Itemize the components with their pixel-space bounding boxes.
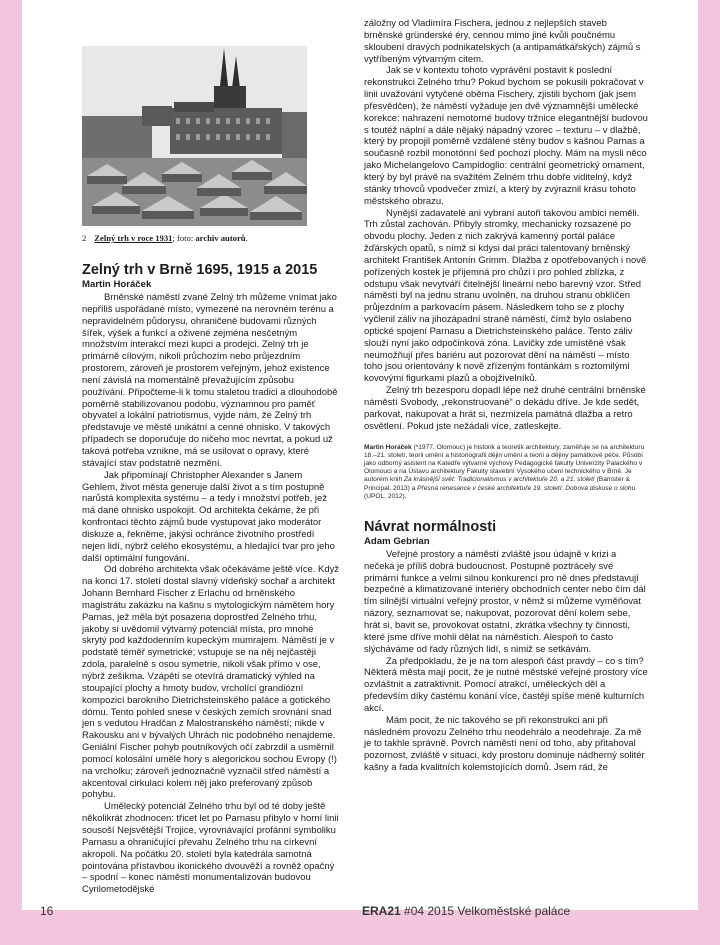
magazine-issue: [362, 904, 570, 918]
photo-caption: [82, 233, 322, 244]
bio-book-title: Za krásnější svět: Tradicionalismus v architektuře 20. a 21. století: [403, 476, 595, 484]
issue-label: #04 2015 Velkoměstské paláce: [400, 904, 571, 918]
article-1-title: Zelný trh v Brně 1695, 1915 a 2015: [82, 262, 318, 278]
market-photo: [82, 46, 307, 226]
article-2-author: Adam Gebrian: [364, 535, 430, 547]
bio-text: (Barrister & Principal, 2013) a: [364, 476, 630, 492]
bio-text: (UPOL, 2012).: [364, 492, 407, 500]
caption-end: .: [245, 233, 248, 243]
photo-illustration: [82, 46, 307, 226]
article-1-continued-paragraph: Nynější zadavatelé ani vybraní autoři takovou ambici neměli. Trh zůstal zachován. Přibyly stromky, mechanicky rozsazené po obvodu plochy. Jeden z nich zakrývá kamenný portál paláce žďárských opatů, s nímž si kdysi dal práci talentovaný brněnský architekt František Antonín Grimm. Dlažba z opotřebovaných i nově pořízených kostek je příjemná pro chůzi i pro pohled zblízka, z odstupu však nevytváří čitelnější lineární nebo barevný vzor. Střed náměstí byl na jednu stranu uvolněn, na druhou stranu obklíčen průjezdním a parkovacím pásem. Následkem toho se z plochy vyčlenil záliv na jihozápadní straně náměstí, čímž bylo oslabeno optické spojení Parnasu a Dietrichsteinského paláce. Tento záliv slouží nyní jako odpočinková zóna. Lavičky zde umístěné však neumožňují přes bariéru aut pozorovat dění na náměstí – místo toho jsou orientovány k nově zřízeným fontánkám s roztomilými kovovými figurkami plazů a obojživelníků.: [364, 207, 647, 385]
caption-separator: ; foto:: [172, 233, 196, 243]
article-1-continued-paragraph: Jak se v kontextu tohoto vyprávění postavit k poslední rekonstrukci Zelného trhu? Pokud bychom se pokusili pokračovat v linii uvažování vytyčené oběma Fischery, zjistili bychom (jak jsem přesvědčen), že náměstí vyžaduje jen dvě významnější umělecké korekce: nahrazení nemotorné budovy tržnice elegantnější budovou s toutéž náplní a dále nějaký nápadný vzorec – texturu – v dlažbě, který by propojil poměrně vzdálené stěny budov s kašnou Parnas a současně rozbil monotónní šeď pochozí plochy. Mám na mysli něco jako Michelangelovo Campidoglio: centrální geometrický ornament, který by byl právě na svažitém Zelném trhu dobře viditelný, když stánky trhovců vpodvečer zmizí, a který by zvýraznil krásu tohoto městského obrazu.: [364, 65, 648, 207]
article-2-paragraph: Mám pocit, že nic takového se při rekonstrukci ani při následném provozu Zelného trhu neodehrálo a neodehraje. Za mě je to takhle správně. Povrch náměstí není od toho, aby přitahoval pozornost, zvláště v situaci, kdy prostoru dominuje nádherný solitér kašny a řada kvalitních kolemstojících domů. Jsem rád, že: [364, 714, 645, 774]
article-1: [82, 262, 340, 896]
article-2-title: Návrat normálnosti: [364, 518, 497, 535]
article-1-paragraph: Umělecký potenciál Zelného trhu byl od té doby ještě několikrát zhodnocen: třicet let po Parnasu přibylo v horní linii sousoší Nejsvětější Trojice, vyrovnávající profánní symboliku Parnasu a ohraničující převahu Zelného trhu na církevní akropoli. Na počátku 20. století byla katedrála samotná pointována přístavbou ikonického dvouvěží a rovněž opačný – spodní – konec náměstí monumentalizován budovou Cyrilometodějské: [82, 801, 339, 896]
right-column: [364, 18, 648, 774]
article-2-paragraph: Veřejné prostory a náměstí zvláště jsou údajně v krizi a nečeká je příliš dobrá budoucnost. Postupně poztrácely své primární funkce a velmi silnou konkurencí pro ně dnes představují bezpečné a klimatizované interiéry obchodních center nebo čím dál tím silnější virtuální veřejný prostor, v němž si můžeme vyměňovat názory, seznamovat se, nakupovat, pozorovat dění kolem sebe, hrát si, bavit se, provokovat ostatní, zkrátka všechny ty činnosti, které jsme dříve mohli dělat na náměstích. Alespoň to často slýcháváme od řady různých lidí, s nimiž se setkávám.: [364, 548, 646, 655]
page-number: 16: [40, 904, 54, 918]
bio-text: (*1977, Olomouc) je historik a teoretik architektury, zaměřuje se na architekturu 18.–21. století, teorii umění a historiografii dějin umění a teorii a dějiny památkové péče. Působí jako odborný asistent na Katedře výtvarné výchovy Pedagogické fakulty Univerzity Palackého v Olomouci a na Ústavu architektury Fakulty stavební Vysokého učení technického v Brně. Je autorem knih: [364, 443, 645, 484]
magazine-name: ERA21: [362, 904, 401, 918]
author-bio: [364, 444, 648, 501]
article-2: [364, 519, 648, 774]
bio-name: Martin Horáček: [364, 443, 412, 451]
article-2-paragraph: Za předpokladu, že je na tom alespoň část pravdy – co s tím? Některá města mají pocit, že je nutné městské veřejné prostory více ozvláštnit a zatraktivnit. Pomocí atrakcí, uměleckých děl a především díky častému konání více, častěji spíše méně kulturních akcí.: [364, 655, 648, 714]
page-footer: [22, 904, 698, 922]
article-1-author: Martin Horáček: [82, 279, 152, 290]
caption-credit: archiv autorů: [195, 233, 246, 243]
article-1-continued-paragraph: Zelný trh bezesporu dopadl lépe než druhé centrální brněnské náměstí Svobody, „rekonstruované“ o dekádu dříve. Je kde sedět, parkovat, nakupovat a hrát si, nezmizela památná dlažba a retro osvětlení. Pokud jste nežádali více, zatleskejte.: [364, 385, 646, 432]
bio-book-title: Přesná renesance v české architektuře 19. století: Dobová diskuse o slohu: [417, 484, 636, 492]
article-1-paragraph: Od dobrého architekta však očekáváme ještě více. Když na konci 17. století dostal slavný vídeňský sochař a architekt Johann Bernhard Fischer z Erlachu od brněnského magistrátu zakázku na kašnu s mytologickým námětem hory Parnas, jež měla být posazena doprostřed Zelného trhu, jakoby si uvědomil výtvarný potenciál místa, pro mnohé skrytý pod každodenním kupeckým mumrajem. Náměstí je v podstatě téměř symetrické; vstupuje se na něj nejčastěji zdola, paralelně s osou symetrie, nikoli však přímo v ose, nýbrž zešikma. Vzápětí se otevírá dramatický výhled na stoupající plochy a hmoty budov, vrcholící grandiózní kompozicí barokního Dietrichsteinského paláce a gotického dómu. Tento pohled snese v českých zemích srovnání snad jen s vedutou Hradčan z Malostranského náměstí; nikde v Rakousku ani v bývalých Uhrách nic podobného nenajdeme. Geniální Fischer pohyb poutníkových očí zabrzdil a usměrnil pomocí kolosální umělé hory s alegorickou sochou Evropy (!) na vrcholku; zároveň jednoznačně vyznačil střed náměstí a akcentoval cirkulaci kolem něj jako preferovaný způsob pohybu.: [82, 564, 340, 801]
article-1-paragraph: Jak připomínají Christopher Alexander s Janem Gehlem, život města generuje další život a s tím postupně narůstá komplexita systému – a tedy i množství potřeb, jež má dané ohnisko uspokojit. Od architekta čekáme, že při konfrontaci těchto zájmů bude vystupovat jako moderátor diskuze a, řekněme, jakýsi ochránce životního prostředí nejen lidí, nýbrž celého ekosystému, a hledající tvar pro jeho další optimální fungování.: [82, 469, 335, 564]
article-1-paragraph: Brněnské náměstí zvané Zelný trh můžeme vnímat jako nepříliš uspořádané místo, vymezené na nerovném terénu a nepravidelném půdorysu, ohraničené budovami různých šířek, výšek a funkcí a oživené zejména nesčetným množstvím interakcí mezi kupci a prodejci. Zelný trh je primárně cílovým, nikoli průchozím nebo průjezdním prostorem, zároveň je prostorem veřejným, jehož existence není závislá na momentálně převažujícím způsobu používání. Připočteme-li k tomu staletou tradici a dlouhodobě poměrně stabilizovanou podobu, významnou pro paměť obyvatel a lokální patriotismus, vyjde nám, že Zelný trh představuje ve městě unikátní a cenné ohnisko. V takových případech se doporučuje do ničeho moc nevrtat, a pokud už taková potřeba vznikne, má se usilovat o opravy, které stávající stav podstatně nezmění.: [82, 292, 338, 469]
caption-title[interactable]: Zelný trh v roce 1931: [94, 233, 173, 243]
caption-number: 2: [82, 233, 87, 243]
article-1-continued-paragraph: záložny od Vladimíra Fischera, jednou z nejlepších staveb brněnské gründerské éry, cennou mimo jiné kvůli poučnému skloubení dravých podnikatelských (a antipamátkářských) zájmů s vytříbeným výtvarným citem.: [364, 18, 641, 65]
